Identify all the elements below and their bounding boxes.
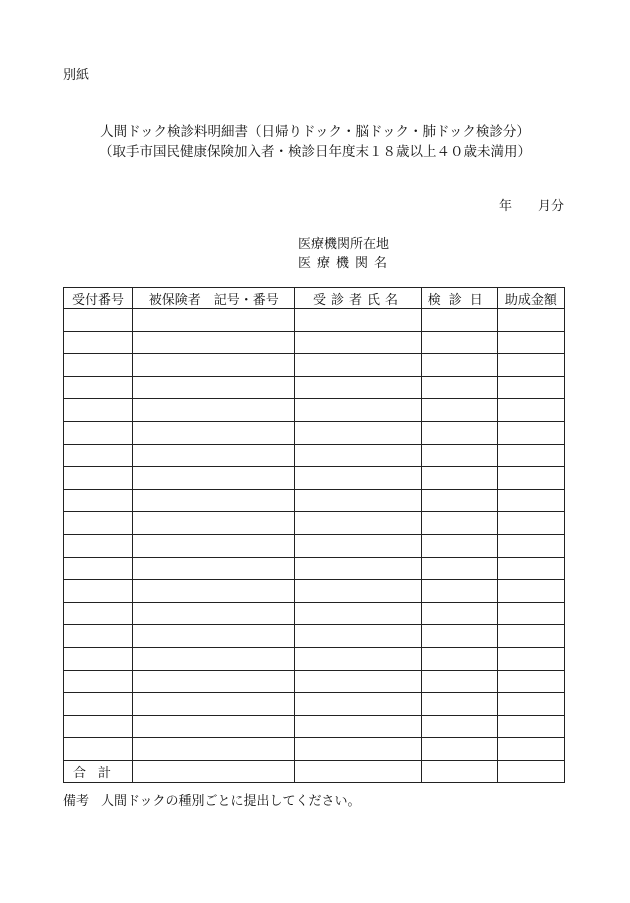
table-cell[interactable] bbox=[64, 467, 133, 490]
table-cell[interactable] bbox=[64, 738, 133, 761]
header-examinee-name: 受診者氏名 bbox=[295, 288, 421, 309]
table-cell[interactable] bbox=[497, 693, 564, 716]
table-cell[interactable] bbox=[133, 331, 295, 354]
table-cell[interactable] bbox=[64, 602, 133, 625]
table-cell[interactable] bbox=[497, 354, 564, 377]
table-cell[interactable] bbox=[497, 670, 564, 693]
table-cell[interactable] bbox=[295, 421, 421, 444]
table-row bbox=[64, 489, 565, 512]
period-line bbox=[499, 195, 564, 214]
table-cell[interactable] bbox=[133, 557, 295, 580]
table-cell[interactable] bbox=[64, 534, 133, 557]
table-cell[interactable] bbox=[64, 331, 133, 354]
year-label: 年 bbox=[498, 199, 512, 214]
table-cell[interactable] bbox=[497, 399, 564, 422]
table-cell[interactable] bbox=[421, 467, 497, 490]
table-cell[interactable] bbox=[497, 647, 564, 670]
table-row bbox=[64, 421, 565, 444]
table-cell[interactable] bbox=[133, 512, 295, 535]
table-cell[interactable] bbox=[421, 354, 497, 377]
header-exam-date: 検診日 bbox=[421, 288, 497, 309]
table-cell[interactable] bbox=[497, 467, 564, 490]
table-cell[interactable] bbox=[64, 670, 133, 693]
table-row bbox=[64, 557, 565, 580]
total-cell[interactable] bbox=[421, 760, 497, 783]
table-cell[interactable] bbox=[295, 309, 421, 332]
table-cell[interactable] bbox=[295, 376, 421, 399]
total-cell[interactable] bbox=[133, 760, 295, 783]
table-cell[interactable] bbox=[64, 647, 133, 670]
table-row bbox=[64, 715, 565, 738]
table-cell[interactable] bbox=[295, 580, 421, 603]
table-cell[interactable] bbox=[64, 489, 133, 512]
document-title: 人間ドック検診料明細書（日帰りドック・脳ドック・肺ドック検診分） bbox=[100, 124, 530, 140]
table-cell[interactable] bbox=[421, 399, 497, 422]
table-row bbox=[64, 399, 565, 422]
table-cell[interactable] bbox=[64, 625, 133, 648]
table-cell[interactable] bbox=[497, 534, 564, 557]
header-subsidy-amount: 助成金額 bbox=[497, 288, 564, 309]
table-cell[interactable] bbox=[421, 534, 497, 557]
table-cell[interactable] bbox=[421, 715, 497, 738]
month-label: 月分 bbox=[537, 199, 564, 214]
table-cell[interactable] bbox=[421, 693, 497, 716]
table-cell[interactable] bbox=[64, 557, 133, 580]
table-cell[interactable] bbox=[133, 354, 295, 377]
table-cell[interactable] bbox=[295, 647, 421, 670]
table-row bbox=[64, 647, 565, 670]
table-cell[interactable] bbox=[421, 489, 497, 512]
table-row bbox=[64, 580, 565, 603]
table-cell[interactable] bbox=[64, 444, 133, 467]
total-cell[interactable] bbox=[497, 760, 564, 783]
total-label: 合計 bbox=[64, 760, 133, 783]
table-cell[interactable] bbox=[421, 376, 497, 399]
table-cell[interactable] bbox=[421, 512, 497, 535]
table-row bbox=[64, 534, 565, 557]
table-cell[interactable] bbox=[421, 309, 497, 332]
table-cell[interactable] bbox=[295, 399, 421, 422]
table-cell[interactable] bbox=[295, 670, 421, 693]
remarks-text: 人間ドックの種別ごとに提出してください。 bbox=[101, 794, 361, 809]
table-cell[interactable] bbox=[497, 512, 564, 535]
table-row bbox=[64, 444, 565, 467]
table-cell[interactable] bbox=[497, 557, 564, 580]
table-row bbox=[64, 738, 565, 761]
header-insured-number: 被保険者 記号・番号 bbox=[133, 288, 295, 309]
table-cell[interactable] bbox=[497, 580, 564, 603]
institution-name-label: 医療機関名 bbox=[298, 256, 394, 271]
table-cell[interactable] bbox=[64, 309, 133, 332]
table-cell[interactable] bbox=[497, 331, 564, 354]
table-cell[interactable] bbox=[421, 421, 497, 444]
table-cell[interactable] bbox=[295, 512, 421, 535]
table-cell[interactable] bbox=[421, 331, 497, 354]
attachment-label: 別紙 bbox=[63, 68, 90, 83]
table-cell[interactable] bbox=[421, 602, 497, 625]
table-cell[interactable] bbox=[295, 602, 421, 625]
table-cell[interactable] bbox=[497, 715, 564, 738]
table-row bbox=[64, 602, 565, 625]
table-cell[interactable] bbox=[133, 602, 295, 625]
table-cell[interactable] bbox=[421, 647, 497, 670]
table-cell[interactable] bbox=[295, 693, 421, 716]
table-cell[interactable] bbox=[133, 580, 295, 603]
table-cell[interactable] bbox=[133, 670, 295, 693]
table-cell[interactable] bbox=[497, 489, 564, 512]
table-cell[interactable] bbox=[64, 580, 133, 603]
table-cell[interactable] bbox=[497, 625, 564, 648]
table-cell[interactable] bbox=[295, 625, 421, 648]
table-cell[interactable] bbox=[64, 376, 133, 399]
table-cell[interactable] bbox=[295, 354, 421, 377]
table-cell[interactable] bbox=[133, 399, 295, 422]
table-cell[interactable] bbox=[133, 693, 295, 716]
table-cell[interactable] bbox=[295, 444, 421, 467]
remarks-label: 備考 bbox=[63, 794, 90, 809]
table-cell[interactable] bbox=[295, 489, 421, 512]
table-body bbox=[64, 309, 565, 761]
table-row bbox=[64, 309, 565, 332]
document-subtitle: （取手市国民健康保険加入者・検診日年度末１８歳以上４０歳未満用） bbox=[99, 144, 531, 160]
table-cell[interactable] bbox=[64, 421, 133, 444]
table-cell[interactable] bbox=[64, 354, 133, 377]
table-row bbox=[64, 467, 565, 490]
table-cell[interactable] bbox=[497, 309, 564, 332]
table-cell[interactable] bbox=[421, 738, 497, 761]
table-cell[interactable] bbox=[64, 399, 133, 422]
table-cell[interactable] bbox=[133, 534, 295, 557]
table-cell[interactable] bbox=[497, 602, 564, 625]
table-cell[interactable] bbox=[497, 738, 564, 761]
total-cell[interactable] bbox=[295, 760, 421, 783]
table-cell[interactable] bbox=[64, 693, 133, 716]
table-row bbox=[64, 512, 565, 535]
table-cell[interactable] bbox=[421, 580, 497, 603]
table-cell[interactable] bbox=[64, 715, 133, 738]
table-cell[interactable] bbox=[133, 444, 295, 467]
table-cell[interactable] bbox=[133, 421, 295, 444]
table-cell[interactable] bbox=[295, 534, 421, 557]
header-reception-number: 受付番号 bbox=[64, 288, 133, 309]
table-cell[interactable] bbox=[133, 467, 295, 490]
table-header-row bbox=[64, 288, 565, 309]
table-cell[interactable] bbox=[497, 444, 564, 467]
table-cell[interactable] bbox=[133, 647, 295, 670]
statement-table bbox=[63, 287, 565, 783]
table-row bbox=[64, 354, 565, 377]
table-cell[interactable] bbox=[64, 512, 133, 535]
remarks-note bbox=[63, 790, 361, 809]
table-row bbox=[64, 376, 565, 399]
table-cell[interactable] bbox=[421, 557, 497, 580]
table-row bbox=[64, 693, 565, 716]
table-row bbox=[64, 625, 565, 648]
table-cell[interactable] bbox=[295, 467, 421, 490]
table-cell[interactable] bbox=[497, 421, 564, 444]
table-cell[interactable] bbox=[133, 625, 295, 648]
table-cell[interactable] bbox=[421, 444, 497, 467]
table-cell[interactable] bbox=[295, 557, 421, 580]
table-cell[interactable] bbox=[295, 738, 421, 761]
table-cell[interactable] bbox=[295, 715, 421, 738]
table-row bbox=[64, 670, 565, 693]
table-cell[interactable] bbox=[133, 738, 295, 761]
table-cell[interactable] bbox=[497, 376, 564, 399]
table-row bbox=[64, 331, 565, 354]
table-cell[interactable] bbox=[133, 309, 295, 332]
table-cell[interactable] bbox=[133, 489, 295, 512]
table-cell[interactable] bbox=[421, 670, 497, 693]
institution-address-label: 医療機関所在地 bbox=[298, 237, 390, 252]
table-cell[interactable] bbox=[295, 331, 421, 354]
table-cell[interactable] bbox=[133, 715, 295, 738]
total-row bbox=[64, 760, 565, 783]
table-cell[interactable] bbox=[133, 376, 295, 399]
table-cell[interactable] bbox=[421, 625, 497, 648]
